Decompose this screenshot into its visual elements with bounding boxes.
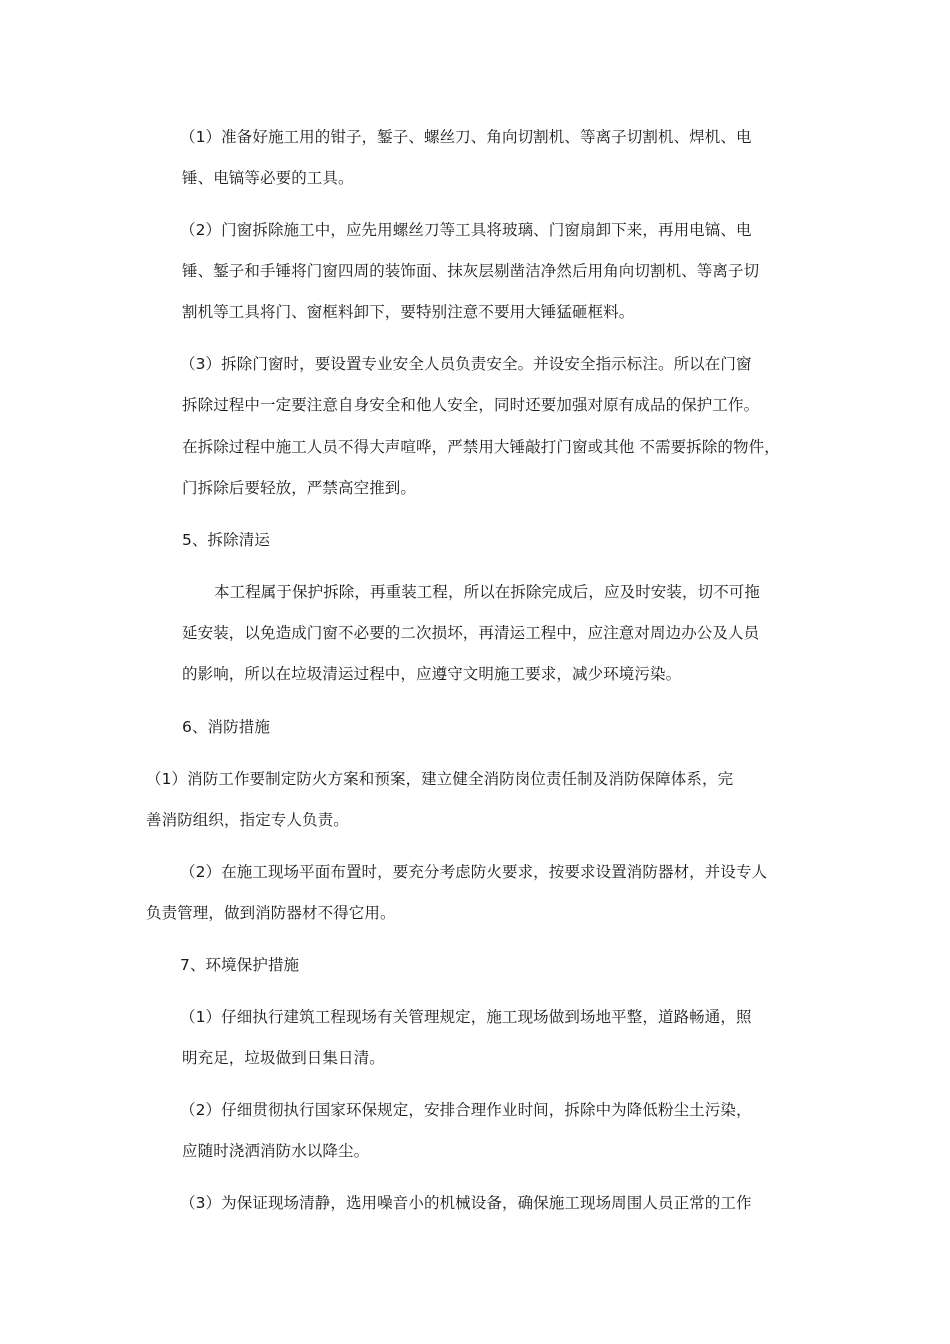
- paragraph-7-3-line-1: （3）为保证现场清静，选用噪音小的机械设备，确保施工现场周围人员正常的工作: [180, 1194, 752, 1212]
- paragraph-7-2-line-1: （2）仔细贯彻执行国家环保规定，安排合理作业时间，拆除中为降低粉尘土污染，: [180, 1101, 752, 1119]
- paragraph-3-line-3: 在拆除过程中施工人员不得大声喧哗，严禁用大锤敲打门窗或其他 不需要拆除的物件，: [182, 438, 780, 456]
- paragraph-7-1-line-1: （1）仔细执行建筑工程现场有关管理规定，施工现场做到场地平整，道路畅通，照: [180, 1008, 752, 1026]
- paragraph-7-2-line-2: 应随时浇洒消防水以降尘。: [182, 1142, 370, 1160]
- paragraph-3-line-2: 拆除过程中一定要注意自身安全和他人安全，同时还要加强对原有成品的保护工作。: [182, 396, 760, 414]
- paragraph-3-line-4: 门拆除后要轻放，严禁高空推到。: [182, 479, 417, 497]
- paragraph-2-line-1: （2）门窗拆除施工中，应先用螺丝刀等工具将玻璃、门窗扇卸下来，再用电镐、电: [180, 221, 752, 239]
- paragraph-2-line-3: 割机等工具将门、窗框料卸下，要特别注意不要用大锤猛砸框料。: [182, 303, 635, 321]
- section-heading-7: 7、环境保护措施: [180, 956, 300, 974]
- paragraph-3-line-1: （3）拆除门窗时，要设置专业安全人员负责安全。并设安全指示标注。所以在门窗: [180, 355, 752, 373]
- paragraph-5-line-1: 本工程属于保护拆除，再重装工程，所以在拆除完成后，应及时安装，切不可拖: [214, 583, 761, 601]
- section-heading-5: 5、拆除清运: [182, 531, 270, 549]
- paragraph-1-line-2: 锤、电镐等必要的工具。: [182, 169, 354, 187]
- paragraph-6-1-line-2: 善消防组织，指定专人负责。: [146, 811, 349, 829]
- paragraph-7-1-line-2: 明充足，垃圾做到日集日清。: [182, 1049, 385, 1067]
- paragraph-5-line-2: 延安装，以免造成门窗不必要的二次损坏，再清运工程中，应注意对周边办公及人员: [182, 624, 760, 642]
- paragraph-1-line-1: （1）准备好施工用的钳子，錾子、螺丝刀、角向切割机、等离子切割机、焊机、电: [180, 128, 752, 146]
- paragraph-5-line-3: 的影响，所以在垃圾清运过程中，应遵守文明施工要求，减少环境污染。: [182, 665, 682, 683]
- section-heading-6: 6、消防措施: [182, 718, 270, 736]
- paragraph-6-2-line-2: 负责管理，做到消防器材不得它用。: [146, 904, 396, 922]
- paragraph-6-2-line-1: （2）在施工现场平面布置时，要充分考虑防火要求，按要求设置消防器材，并设专人: [180, 863, 768, 881]
- paragraph-6-1-line-1: （1）消防工作要制定防火方案和预案，建立健全消防岗位责任制及消防保障体系，完: [146, 770, 734, 788]
- paragraph-2-line-2: 锤、錾子和手锤将门窗四周的装饰面、抹灰层剔凿洁净然后用角向切割机、等离子切: [182, 262, 760, 280]
